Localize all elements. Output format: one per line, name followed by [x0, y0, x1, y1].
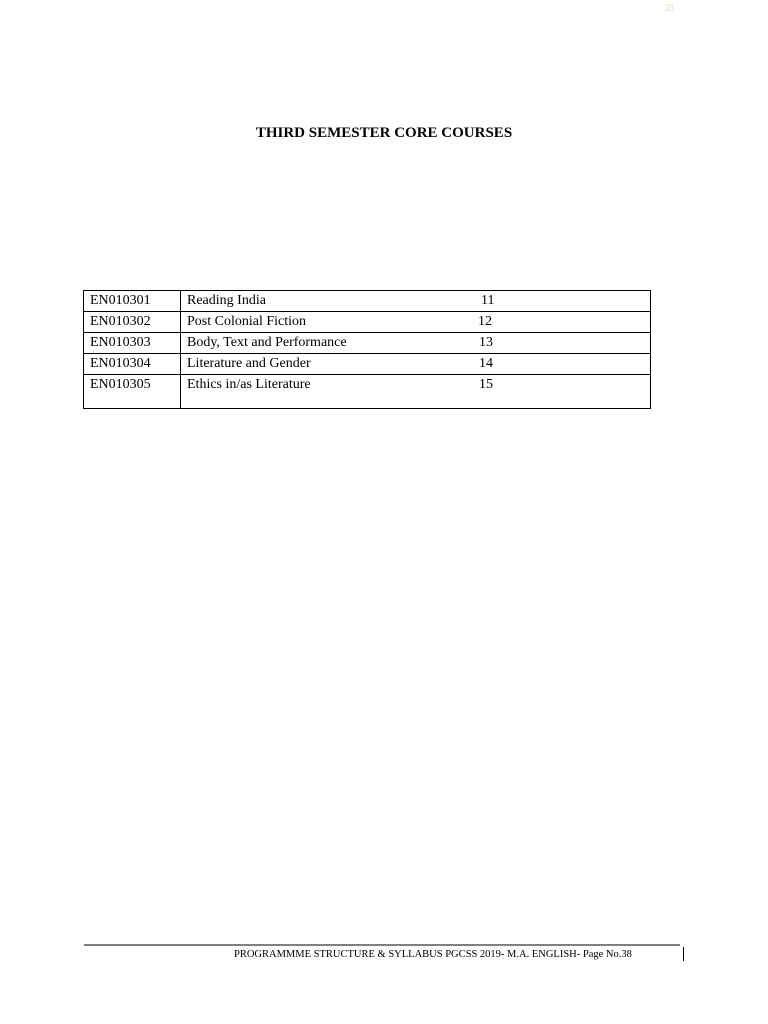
course-number: 13	[479, 335, 493, 350]
table-row	[84, 312, 651, 333]
empty-cell	[650, 354, 651, 375]
empty-cell	[650, 333, 651, 354]
course-code: EN010305	[84, 375, 181, 409]
course-title: Ethics in/as Literature	[187, 377, 311, 392]
course-title: Reading India	[187, 293, 266, 308]
course-title: Body, Text and Performance	[187, 335, 347, 350]
footer-bar	[683, 947, 684, 961]
footer-divider	[84, 944, 680, 946]
page-title: THIRD SEMESTER CORE COURSES	[255, 125, 513, 141]
course-code: EN010303	[84, 333, 181, 354]
course-number: 12	[478, 314, 492, 329]
course-title: Post Colonial Fiction	[187, 314, 307, 329]
table-row	[84, 375, 651, 409]
course-code: EN010301	[84, 291, 181, 312]
course-title-cell	[181, 354, 651, 375]
page-number-top: 38	[664, 3, 674, 14]
table-row	[84, 291, 651, 312]
page-footer: PROGRAMMME STRUCTURE & SYLLABUS PGCSS 2019- M.A. ENGLISH- Page No.38	[234, 949, 632, 960]
table-row	[84, 333, 651, 354]
course-title-cell	[181, 375, 651, 409]
course-title-cell	[181, 333, 651, 354]
course-code: EN010302	[84, 312, 181, 333]
empty-cell	[650, 312, 651, 333]
course-number: 14	[479, 356, 493, 371]
course-number: 11	[481, 293, 495, 308]
course-title-cell	[181, 291, 651, 312]
courses-table	[83, 290, 651, 409]
empty-cell	[650, 291, 651, 312]
course-code: EN010304	[84, 354, 181, 375]
course-number: 15	[479, 377, 493, 392]
table-row	[84, 354, 651, 375]
course-title: Literature and Gender	[187, 356, 311, 371]
empty-cell	[650, 375, 651, 409]
course-title-cell	[181, 312, 651, 333]
